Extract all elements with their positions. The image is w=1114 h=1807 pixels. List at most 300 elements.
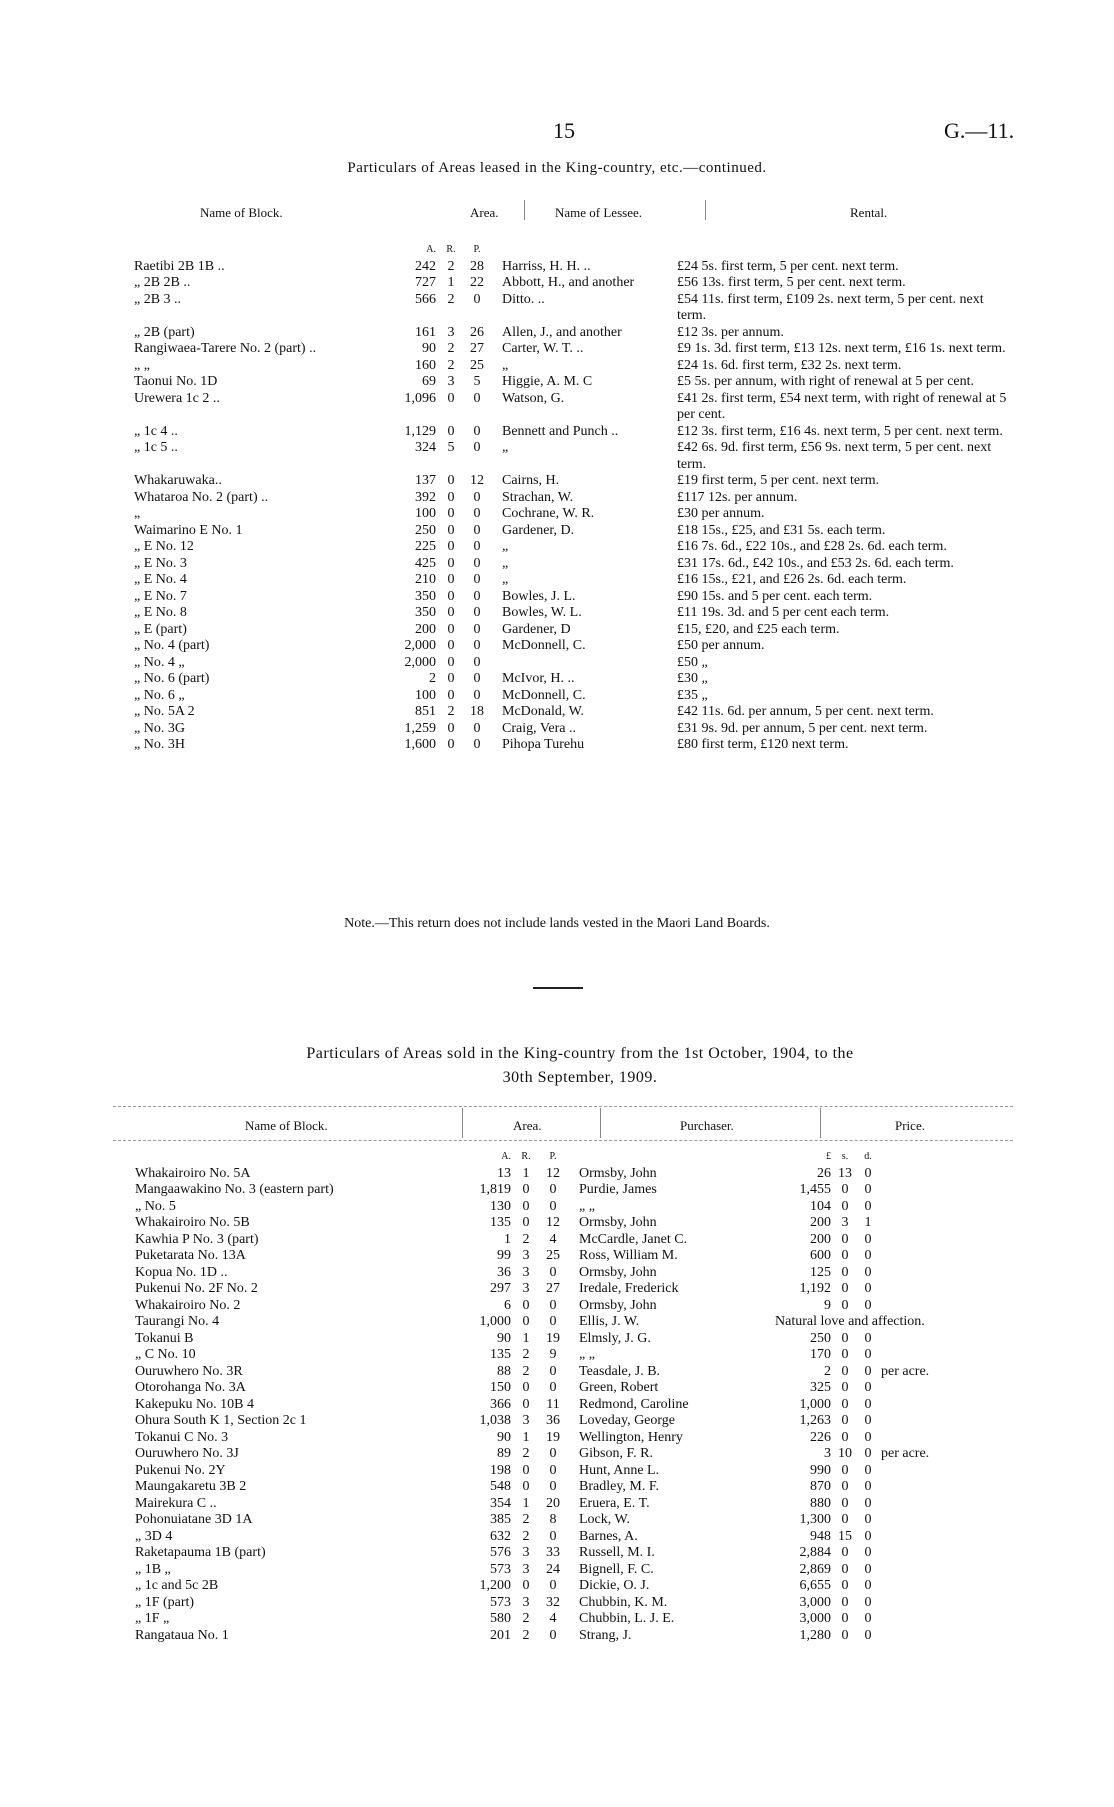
spacer-cell: [567, 1529, 577, 1546]
area-roods: 2: [522, 1347, 530, 1362]
leased-table-title: Particulars of Areas leased in the King-country, etc.—continued.: [347, 160, 767, 176]
price-shillings: 0: [841, 1297, 849, 1313]
area-roods: 2: [522, 1512, 530, 1527]
area-roods: 3: [522, 1594, 530, 1610]
area-perches: 32: [546, 1594, 560, 1610]
area-acres: 198: [490, 1462, 511, 1478]
table-row: [133, 1496, 1013, 1513]
block-name: „ E No. 12: [134, 539, 194, 554]
area-acres: 566: [415, 291, 436, 307]
rental-terms: £16 15s., £21, and £26 2s. 6d. each term.: [677, 572, 907, 587]
price-shillings: 0: [841, 1396, 849, 1412]
area-roods: 0: [447, 522, 455, 538]
purchaser-name: „ „: [579, 1347, 595, 1362]
price-shillings: 0: [841, 1512, 849, 1527]
area-acres: 161: [415, 324, 436, 340]
sold-col-price: Price.: [895, 1118, 925, 1133]
area-acres: 242: [415, 258, 436, 274]
block-name: „ No. 4 „: [134, 654, 185, 670]
price-pounds: 200: [810, 1231, 831, 1247]
spacer-cell: [490, 655, 500, 672]
unit-acres: A.: [501, 1151, 511, 1162]
spacer-cell: [490, 704, 500, 721]
lessee-name: Bowles, W. L.: [502, 605, 582, 620]
area-acres: 2,000: [404, 638, 436, 653]
rental-terms: £18 15s., £25, and £31 5s. each term.: [677, 522, 886, 538]
area-roods: 0: [522, 1297, 530, 1313]
purchaser-name: McCardle, Janet C.: [579, 1231, 688, 1247]
area-perches: 5: [473, 374, 481, 389]
table-row: [132, 358, 1014, 375]
price-pence: 0: [864, 1429, 872, 1445]
block-name: Whataroa No. 2 (part) ..: [134, 489, 269, 505]
area-perches: 4: [549, 1611, 557, 1626]
area-perches: 0: [549, 1578, 557, 1593]
price-note: [879, 1232, 1013, 1249]
spacer-cell: [490, 539, 500, 556]
table-row: [133, 1314, 1013, 1331]
spacer-cell: [567, 1578, 577, 1595]
price-note: [879, 1628, 1013, 1645]
price-pence: 0: [864, 1627, 872, 1643]
table-row: [132, 539, 1014, 556]
price-pounds: 325: [810, 1380, 831, 1395]
price-pounds: 1,192: [799, 1281, 831, 1296]
area-roods: 0: [447, 473, 455, 488]
spacer-cell: [490, 325, 500, 342]
price-shillings: 0: [841, 1545, 849, 1560]
area-perches: 0: [549, 1462, 557, 1478]
price-shillings: 0: [841, 1561, 849, 1577]
area-acres: 200: [415, 621, 436, 637]
block-name: Kawhia P No. 3 (part): [135, 1231, 259, 1247]
area-perches: 0: [473, 605, 481, 620]
block-name: „ „: [134, 357, 150, 373]
block-name: Kopua No. 1D ..: [135, 1264, 228, 1280]
price-pence: 0: [864, 1512, 872, 1527]
spacer-cell: [567, 1562, 577, 1579]
table-row: [133, 1628, 1013, 1645]
block-name: „ No. 3H: [134, 737, 185, 752]
area-roods: 0: [447, 638, 455, 653]
rental-terms: £54 11s. first term, £109 2s. next term, 5 per cent. next term.: [677, 291, 984, 323]
purchaser-name: Strang, J.: [579, 1627, 632, 1643]
price-shillings: 0: [841, 1231, 849, 1247]
price-note: per acre.: [881, 1446, 930, 1461]
area-perches: 27: [546, 1281, 560, 1296]
spacer-cell: [567, 1166, 577, 1183]
spacer-cell: [567, 1413, 577, 1430]
area-acres: 1,096: [404, 390, 436, 406]
table-row: [133, 1611, 1013, 1628]
block-name: Maungakaretu 3B 2: [135, 1479, 247, 1494]
lessee-name: Gardener, D.: [502, 522, 575, 538]
spacer-cell: [675, 242, 1014, 259]
price-shillings: 0: [841, 1198, 849, 1214]
lessee-name: Higgie, A. M. C: [502, 374, 593, 389]
block-name: „ 1c 5 ..: [134, 440, 178, 455]
table-row: [133, 1182, 1013, 1199]
price-shillings: 13: [838, 1165, 852, 1181]
table-row: [132, 638, 1014, 655]
area-acres: 727: [415, 275, 436, 290]
block-name: „ E (part): [134, 621, 187, 637]
spacer-cell: [567, 1545, 577, 1562]
price-shillings: 0: [841, 1281, 849, 1296]
table-row: [132, 440, 1014, 473]
area-perches: 22: [470, 275, 484, 290]
price-shillings: 0: [841, 1413, 849, 1428]
price-pounds: 104: [810, 1198, 831, 1214]
area-roods: 5: [447, 440, 455, 455]
spacer-cell: [490, 523, 500, 540]
area-roods: 0: [522, 1314, 530, 1329]
spacer-cell: [490, 341, 500, 358]
area-roods: 0: [447, 737, 455, 752]
area-acres: 851: [415, 704, 436, 719]
price-shillings: 0: [841, 1495, 849, 1511]
price-shillings: 3: [841, 1215, 849, 1230]
block-name: Rangataua No. 1: [135, 1627, 229, 1643]
area-perches: 0: [549, 1528, 557, 1544]
area-acres: 88: [497, 1363, 511, 1379]
area-acres: 576: [490, 1545, 511, 1560]
block-name: Mairekura C ..: [135, 1495, 217, 1511]
price-note: [879, 1512, 1013, 1529]
spacer-cell: [490, 292, 500, 325]
area-acres: 89: [497, 1446, 511, 1461]
lessee-name: Craig, Vera ..: [502, 720, 576, 736]
price-pence: 0: [864, 1165, 872, 1181]
spacer-cell: [490, 358, 500, 375]
spacer-cell: [567, 1331, 577, 1348]
area-roods: 0: [522, 1182, 530, 1197]
area-acres: 354: [490, 1495, 511, 1511]
spacer-cell: [500, 242, 675, 259]
area-acres: 135: [490, 1347, 511, 1362]
area-acres: 385: [490, 1512, 511, 1527]
area-acres: 1,038: [479, 1413, 511, 1428]
area-acres: 2: [429, 671, 436, 686]
price-note: [879, 1529, 1013, 1546]
spacer-cell: [490, 605, 500, 622]
area-acres: 90: [422, 341, 436, 356]
area-roods: 2: [522, 1231, 530, 1247]
purchaser-name: Gibson, F. R.: [579, 1446, 653, 1461]
table-row: [133, 1364, 1013, 1381]
rental-terms: £50 „: [677, 654, 708, 670]
area-perches: 4: [549, 1231, 557, 1247]
spacer-cell: [490, 688, 500, 705]
lessee-name: Bowles, J. L.: [502, 588, 576, 604]
area-perches: 12: [546, 1215, 560, 1230]
area-perches: 0: [549, 1264, 557, 1280]
price-pence: 0: [864, 1264, 872, 1280]
spacer-cell: [490, 391, 500, 424]
price-shillings: 0: [841, 1264, 849, 1280]
area-perches: 0: [473, 687, 481, 703]
table-row: [132, 292, 1014, 325]
lessee-name: Strachan, W.: [502, 489, 574, 505]
area-roods: 3: [522, 1413, 530, 1428]
header-divider: [524, 200, 525, 220]
area-perches: 8: [549, 1512, 557, 1527]
area-perches: 0: [549, 1314, 557, 1329]
area-perches: 0: [473, 489, 481, 505]
lessee-name: „: [502, 357, 509, 373]
price-pounds: 990: [810, 1462, 831, 1478]
table-row: [132, 473, 1014, 490]
unit-pounds: £: [826, 1151, 831, 1162]
area-roods: 0: [447, 671, 455, 686]
area-acres: 297: [490, 1281, 511, 1296]
table-row: [132, 391, 1014, 424]
block-name: „ E No. 8: [134, 605, 187, 620]
area-roods: 1: [522, 1165, 530, 1181]
area-acres: 350: [415, 605, 436, 620]
table-row: [133, 1199, 1013, 1216]
price-note: [879, 1463, 1013, 1480]
block-name: Raketapauma 1B (part): [135, 1545, 266, 1560]
price-pence: 0: [864, 1594, 872, 1610]
purchaser-name: Bignell, F. C.: [579, 1561, 654, 1577]
spacer-cell: [490, 490, 500, 507]
price-pence: 0: [864, 1479, 872, 1494]
table-row: [132, 275, 1014, 292]
area-roods: 0: [447, 489, 455, 505]
block-name: Tokanui C No. 3: [135, 1429, 229, 1445]
purchaser-name: Green, Robert: [579, 1380, 659, 1395]
price-pounds: 125: [810, 1264, 831, 1280]
lessee-name: Cochrane, W. R.: [502, 506, 595, 521]
area-acres: 573: [490, 1594, 511, 1610]
block-name: „ E No. 3: [134, 555, 187, 571]
rental-terms: £41 2s. first term, £54 next term, with right of renewal at 5 per cent.: [677, 390, 1007, 422]
area-acres: 6: [504, 1297, 511, 1313]
spacer-cell: [490, 671, 500, 688]
table-row: [132, 341, 1014, 358]
area-roods: 0: [522, 1198, 530, 1214]
area-roods: 0: [447, 621, 455, 637]
purchaser-name: Barnes, A.: [579, 1528, 638, 1544]
price-shillings: 0: [841, 1363, 849, 1379]
area-acres: 130: [490, 1198, 511, 1214]
rental-terms: £15, £20, and £25 each term.: [677, 621, 840, 637]
table-row: [133, 1166, 1013, 1183]
table-row: [133, 1281, 1013, 1298]
price-pence: 0: [864, 1248, 872, 1263]
spacer-cell: [133, 1149, 463, 1166]
area-acres: 69: [422, 374, 436, 389]
rental-terms: £56 13s. first term, 5 per cent. next term.: [677, 275, 906, 290]
area-roods: 0: [522, 1396, 530, 1412]
price-note: [879, 1199, 1013, 1216]
price-pounds: 1,263: [799, 1413, 831, 1428]
purchaser-name: Ormsby, John: [579, 1215, 657, 1230]
price-shillings: 0: [841, 1330, 849, 1346]
area-roods: 2: [522, 1363, 530, 1379]
price-note: [879, 1248, 1013, 1265]
section-rule: [533, 987, 583, 989]
area-roods: 3: [447, 374, 455, 389]
area-perches: 20: [546, 1495, 560, 1511]
spacer-cell: [567, 1397, 577, 1414]
rental-terms: £16 7s. 6d., £22 10s., and £28 2s. 6d. each term.: [677, 539, 947, 554]
table-row: [132, 671, 1014, 688]
area-roods: 0: [447, 605, 455, 620]
block-name: „ No. 4 (part): [134, 638, 210, 653]
area-roods: 0: [447, 720, 455, 736]
spacer-cell: [567, 1281, 577, 1298]
area-acres: 1,000: [479, 1314, 511, 1329]
spacer-cell: [567, 1248, 577, 1265]
area-roods: 0: [447, 588, 455, 604]
lessee-name: McIvor, H. ..: [502, 671, 575, 686]
block-name: Whakairoiro No. 5A: [135, 1165, 251, 1181]
area-perches: 0: [473, 506, 481, 521]
header-top-rule: [113, 1106, 1013, 1107]
lessee-name: Ditto. ..: [502, 291, 545, 307]
area-perches: 26: [470, 324, 484, 340]
purchaser-name: Ormsby, John: [579, 1297, 657, 1313]
lessee-name: [500, 655, 675, 672]
area-roods: 0: [522, 1479, 530, 1494]
rental-terms: £35 „: [677, 687, 708, 703]
purchaser-name: Purdie, James: [579, 1182, 657, 1197]
area-acres: 135: [490, 1215, 511, 1230]
spacer-cell: [490, 259, 500, 276]
area-perches: 0: [473, 638, 481, 653]
purchaser-name: Ellis, J. W.: [579, 1314, 640, 1329]
header-bottom-rule: [113, 1140, 1013, 1141]
spacer-cell: [567, 1628, 577, 1645]
rental-terms: £42 11s. 6d. per annum, 5 per cent. next term.: [677, 704, 934, 719]
price-pence: 0: [864, 1363, 872, 1379]
price-pounds: 870: [810, 1479, 831, 1494]
price-note: [879, 1479, 1013, 1496]
rental-terms: £9 1s. 3d. first term, £13 12s. next term, £16 1s. next term.: [677, 341, 1006, 356]
spacer-cell: [567, 1611, 577, 1628]
area-roods: 2: [522, 1627, 530, 1643]
price-note: [879, 1413, 1013, 1430]
price-shillings: 0: [841, 1182, 849, 1197]
area-acres: 1: [504, 1231, 511, 1247]
area-acres: 99: [497, 1248, 511, 1263]
block-name: „ No. 6 „: [134, 687, 185, 703]
lessee-name: Watson, G.: [502, 390, 565, 406]
leased-units-row: [132, 242, 1014, 259]
block-name: Raetibi 2B 1B ..: [134, 258, 225, 274]
area-perches: 0: [473, 423, 481, 439]
price-pounds: 2,869: [799, 1561, 831, 1577]
block-name: Pukenui No. 2F No. 2: [135, 1281, 258, 1296]
area-roods: 3: [447, 324, 455, 340]
area-roods: 3: [522, 1281, 530, 1296]
spacer-cell: [567, 1496, 577, 1513]
purchaser-name: Ross, William M.: [579, 1248, 678, 1263]
price-note: [879, 1215, 1013, 1232]
block-name: Ouruwhero No. 3R: [135, 1363, 243, 1379]
price-pence: 0: [864, 1297, 872, 1313]
leased-col-area: Area.: [470, 205, 499, 220]
area-perches: 12: [470, 473, 484, 488]
table-row: [133, 1463, 1013, 1480]
area-acres: 210: [415, 572, 436, 587]
sold-col-purchaser: Purchaser.: [680, 1118, 734, 1133]
rental-terms: £12 3s. first term, £16 4s. next term, 5 per cent. next term.: [677, 423, 1003, 439]
lessee-name: Pihopa Turehu: [502, 737, 585, 752]
area-roods: 0: [522, 1215, 530, 1230]
area-perches: 0: [549, 1182, 557, 1197]
table-row: [133, 1232, 1013, 1249]
purchaser-name: „ „: [579, 1198, 595, 1214]
price-shillings: 0: [841, 1429, 849, 1445]
price-note: [879, 1595, 1013, 1612]
area-acres: 548: [490, 1479, 511, 1494]
sold-units-row: [133, 1149, 1013, 1166]
spacer-cell: [490, 572, 500, 589]
page-number: 15: [553, 118, 575, 143]
spacer-cell: [490, 440, 500, 473]
leased-table: [132, 242, 1014, 754]
lessee-name: Gardener, D: [502, 621, 571, 637]
price-pounds: 6,655: [799, 1578, 831, 1593]
lessee-name: Carter, W. T. ..: [502, 341, 584, 356]
price-note: [879, 1265, 1013, 1282]
block-name: Whakairoiro No. 5B: [135, 1215, 250, 1230]
price-shillings: 10: [838, 1446, 852, 1461]
area-perches: 0: [473, 737, 481, 752]
area-perches: 0: [473, 522, 481, 538]
table-row: [132, 622, 1014, 639]
price-pounds: 170: [810, 1347, 831, 1362]
spacer-cell: [567, 1595, 577, 1612]
table-row: [133, 1446, 1013, 1463]
area-perches: 0: [473, 555, 481, 571]
table-row: [133, 1512, 1013, 1529]
price-pence: 0: [864, 1413, 872, 1428]
price-pence: 0: [864, 1198, 872, 1214]
block-name: Taonui No. 1D: [134, 374, 218, 389]
lessee-name: „: [502, 572, 509, 587]
rental-terms: £24 5s. first term, 5 per cent. next term.: [677, 258, 899, 274]
spacer-cell: [490, 374, 500, 391]
area-perches: 0: [549, 1363, 557, 1379]
spacer-cell: [567, 1446, 577, 1463]
spacer-cell: [567, 1232, 577, 1249]
area-acres: 90: [497, 1429, 511, 1445]
area-acres: 90: [497, 1330, 511, 1346]
price-pounds: 226: [810, 1429, 831, 1445]
area-acres: 580: [490, 1611, 511, 1626]
area-roods: 2: [522, 1528, 530, 1544]
price-note: [879, 1611, 1013, 1628]
area-perches: 0: [549, 1627, 557, 1643]
spacer-cell: [567, 1364, 577, 1381]
spacer-cell: [490, 275, 500, 292]
area-perches: 25: [546, 1248, 560, 1263]
lessee-name: McDonnell, C.: [502, 687, 586, 703]
price-note: [879, 1331, 1013, 1348]
price-shillings: 0: [841, 1462, 849, 1478]
area-roods: 2: [447, 258, 455, 274]
rental-terms: £5 5s. per annum, with right of renewal at 5 per cent.: [677, 374, 975, 389]
price-pounds: 9: [824, 1297, 831, 1313]
spacer-cell: [490, 473, 500, 490]
purchaser-name: Bradley, M. F.: [579, 1479, 660, 1494]
area-roods: 2: [447, 291, 455, 307]
price-pounds: 600: [810, 1248, 831, 1263]
